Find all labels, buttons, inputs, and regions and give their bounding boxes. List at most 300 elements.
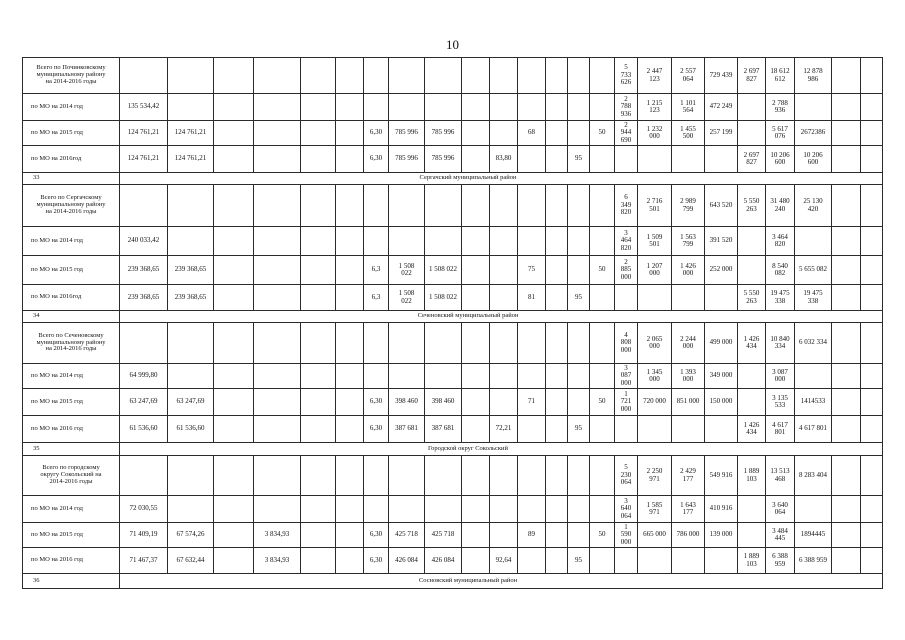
value-cell: 549 916 <box>705 456 738 496</box>
value-cell: 67 574,26 <box>168 523 214 548</box>
value-cell <box>120 323 168 364</box>
value-cell: 72,21 <box>490 416 518 443</box>
value-cell: 12 878 986 <box>795 58 832 94</box>
value-cell <box>214 496 254 523</box>
value-cell <box>254 146 301 173</box>
row-label: Всего по Починковскому муниципальному району на 2014-2016 годы <box>23 58 120 94</box>
value-cell: 1 508 022 <box>389 285 425 311</box>
value-cell <box>301 121 336 146</box>
value-cell <box>832 548 861 574</box>
value-cell <box>518 456 546 496</box>
value-cell <box>832 523 861 548</box>
value-cell <box>568 94 590 121</box>
value-cell <box>336 389 364 416</box>
value-cell <box>705 548 738 574</box>
value-cell: 2 944 690 <box>615 121 638 146</box>
value-cell <box>590 185 615 227</box>
value-cell: 1894445 <box>795 523 832 548</box>
value-cell: 1 232 000 <box>638 121 672 146</box>
value-cell <box>425 323 462 364</box>
value-cell <box>615 285 638 311</box>
value-cell: 2 716 501 <box>638 185 672 227</box>
value-cell: 665 000 <box>638 523 672 548</box>
value-cell: 1 455 500 <box>672 121 705 146</box>
value-cell <box>462 548 490 574</box>
value-cell <box>546 146 568 173</box>
value-cell <box>168 323 214 364</box>
value-cell <box>462 256 490 285</box>
value-cell <box>214 523 254 548</box>
value-cell <box>490 389 518 416</box>
value-cell <box>832 227 861 256</box>
year-row <box>23 121 883 146</box>
value-cell: 240 033,42 <box>120 227 168 256</box>
value-cell: 3 640 064 <box>766 496 795 523</box>
value-cell: 8 283 404 <box>795 456 832 496</box>
year-row <box>23 523 883 548</box>
value-cell <box>490 523 518 548</box>
value-cell: 71 409,19 <box>120 523 168 548</box>
value-cell <box>301 389 336 416</box>
value-cell <box>168 496 214 523</box>
year-row <box>23 416 883 443</box>
value-cell <box>301 456 336 496</box>
value-cell <box>462 323 490 364</box>
value-cell <box>861 58 883 94</box>
value-cell <box>546 94 568 121</box>
value-cell <box>832 323 861 364</box>
value-cell <box>738 227 766 256</box>
value-cell: 6,30 <box>364 548 389 574</box>
value-cell <box>254 185 301 227</box>
value-cell: 67 632,44 <box>168 548 214 574</box>
value-cell: 19 475 338 <box>766 285 795 311</box>
value-cell <box>301 364 336 389</box>
value-cell: 3 464 820 <box>766 227 795 256</box>
value-cell: 6,3 <box>364 285 389 311</box>
value-cell <box>518 185 546 227</box>
value-cell <box>120 456 168 496</box>
value-cell <box>590 146 615 173</box>
value-cell <box>364 496 389 523</box>
value-cell <box>861 548 883 574</box>
value-cell <box>590 496 615 523</box>
value-cell <box>490 256 518 285</box>
value-cell: 19 475 338 <box>795 285 832 311</box>
value-cell: 5 617 076 <box>766 121 795 146</box>
value-cell <box>490 227 518 256</box>
value-cell <box>738 523 766 548</box>
row-label: по МО на 2014 год <box>23 94 120 121</box>
value-cell: 13 513 468 <box>766 456 795 496</box>
value-cell <box>254 94 301 121</box>
value-cell: 139 000 <box>705 523 738 548</box>
row-label: по МО на 2016 год <box>23 548 120 574</box>
value-cell: 1 101 564 <box>672 94 705 121</box>
value-cell <box>672 285 705 311</box>
value-cell <box>336 323 364 364</box>
value-cell <box>462 227 490 256</box>
value-cell <box>832 389 861 416</box>
value-cell <box>861 256 883 285</box>
value-cell: 95 <box>568 285 590 311</box>
value-cell <box>590 323 615 364</box>
value-cell: 8 540 082 <box>766 256 795 285</box>
value-cell <box>389 364 425 389</box>
value-cell: 1 508 022 <box>389 256 425 285</box>
year-row <box>23 496 883 523</box>
value-cell <box>832 364 861 389</box>
row-label: по МО на 2015 год <box>23 523 120 548</box>
value-cell <box>638 285 672 311</box>
value-cell <box>568 256 590 285</box>
value-cell <box>832 256 861 285</box>
value-cell <box>568 185 590 227</box>
value-cell: 1 508 022 <box>425 285 462 311</box>
row-label: по МО на 2015 год <box>23 121 120 146</box>
section-title: Городской округ Сокольский <box>120 443 883 456</box>
value-cell: 31 480 240 <box>766 185 795 227</box>
value-cell <box>795 227 832 256</box>
value-cell <box>546 548 568 574</box>
value-cell <box>462 416 490 443</box>
value-cell <box>832 121 861 146</box>
value-cell <box>364 58 389 94</box>
value-cell: 398 460 <box>425 389 462 416</box>
value-cell: 2672386 <box>795 121 832 146</box>
value-cell <box>861 323 883 364</box>
value-cell: 95 <box>568 548 590 574</box>
value-cell: 425 718 <box>425 523 462 548</box>
value-cell: 1 215 123 <box>638 94 672 121</box>
value-cell <box>615 146 638 173</box>
value-cell <box>590 58 615 94</box>
value-cell: 785 996 <box>425 146 462 173</box>
value-cell <box>490 121 518 146</box>
value-cell: 3 087 000 <box>615 364 638 389</box>
value-cell <box>518 323 546 364</box>
value-cell <box>301 496 336 523</box>
value-cell <box>462 121 490 146</box>
section-number: 36 <box>23 574 120 589</box>
value-cell <box>672 416 705 443</box>
value-cell <box>861 389 883 416</box>
value-cell <box>490 185 518 227</box>
value-cell <box>254 416 301 443</box>
value-cell: 1 508 022 <box>425 256 462 285</box>
value-cell: 2 788 936 <box>615 94 638 121</box>
value-cell <box>168 94 214 121</box>
value-cell <box>518 227 546 256</box>
value-cell: 1 345 000 <box>638 364 672 389</box>
value-cell: 1 721 000 <box>615 389 638 416</box>
value-cell: 398 460 <box>389 389 425 416</box>
value-cell: 1 563 799 <box>672 227 705 256</box>
value-cell: 3 135 533 <box>766 389 795 416</box>
value-cell <box>638 416 672 443</box>
row-label: по МО на 2014 год <box>23 227 120 256</box>
section-number: 34 <box>23 311 120 323</box>
value-cell <box>490 364 518 389</box>
value-cell: 1 889 103 <box>738 548 766 574</box>
value-cell <box>861 227 883 256</box>
value-cell <box>389 227 425 256</box>
value-cell: 2 244 000 <box>672 323 705 364</box>
value-cell: 50 <box>590 256 615 285</box>
value-cell <box>168 456 214 496</box>
value-cell <box>301 416 336 443</box>
value-cell: 851 000 <box>672 389 705 416</box>
value-cell <box>546 227 568 256</box>
value-cell <box>546 256 568 285</box>
value-cell: 785 996 <box>389 146 425 173</box>
budget-table <box>22 57 883 589</box>
value-cell: 3 640 064 <box>615 496 638 523</box>
value-cell: 124 761,21 <box>168 121 214 146</box>
value-cell <box>168 185 214 227</box>
value-cell: 1 509 501 <box>638 227 672 256</box>
value-cell <box>214 285 254 311</box>
value-cell <box>425 185 462 227</box>
value-cell <box>490 285 518 311</box>
row-label: Всего по Сергачскому муниципальному району на 2014-2016 годы <box>23 185 120 227</box>
value-cell: 387 681 <box>389 416 425 443</box>
value-cell <box>705 416 738 443</box>
value-cell: 1 426 434 <box>738 416 766 443</box>
total-row <box>23 58 883 94</box>
value-cell <box>546 121 568 146</box>
row-label: по МО на 2014 год <box>23 364 120 389</box>
year-row <box>23 256 883 285</box>
value-cell: 3 087 000 <box>766 364 795 389</box>
value-cell: 643 520 <box>705 185 738 227</box>
value-cell: 4 617 801 <box>766 416 795 443</box>
value-cell <box>254 227 301 256</box>
value-cell: 1414533 <box>795 389 832 416</box>
value-cell <box>462 146 490 173</box>
value-cell: 1 207 000 <box>638 256 672 285</box>
value-cell <box>832 285 861 311</box>
value-cell <box>568 389 590 416</box>
value-cell <box>168 227 214 256</box>
value-cell <box>672 548 705 574</box>
value-cell: 72 030,55 <box>120 496 168 523</box>
value-cell <box>861 121 883 146</box>
value-cell: 3 834,93 <box>254 548 301 574</box>
value-cell <box>254 256 301 285</box>
row-label: по МО на 2016год <box>23 146 120 173</box>
section-title: Сосновский муниципальный район <box>120 574 883 589</box>
value-cell <box>214 185 254 227</box>
value-cell: 50 <box>590 389 615 416</box>
value-cell: 391 520 <box>705 227 738 256</box>
row-label: по МО на 2016год <box>23 285 120 311</box>
value-cell: 1 643 177 <box>672 496 705 523</box>
total-row <box>23 323 883 364</box>
value-cell: 257 199 <box>705 121 738 146</box>
value-cell: 239 368,65 <box>168 256 214 285</box>
value-cell <box>462 523 490 548</box>
value-cell <box>254 285 301 311</box>
value-cell: 499 000 <box>705 323 738 364</box>
value-cell: 92,64 <box>490 548 518 574</box>
value-cell: 2 429 177 <box>672 456 705 496</box>
value-cell <box>301 256 336 285</box>
value-cell: 349 000 <box>705 364 738 389</box>
value-cell: 75 <box>518 256 546 285</box>
year-row <box>23 94 883 121</box>
value-cell <box>214 58 254 94</box>
value-cell <box>546 58 568 94</box>
value-cell <box>546 456 568 496</box>
value-cell: 1 426 000 <box>672 256 705 285</box>
value-cell <box>861 146 883 173</box>
value-cell: 61 536,60 <box>168 416 214 443</box>
value-cell: 2 885 000 <box>615 256 638 285</box>
value-cell <box>301 185 336 227</box>
value-cell: 1 426 434 <box>738 323 766 364</box>
value-cell: 50 <box>590 121 615 146</box>
value-cell: 3 484 445 <box>766 523 795 548</box>
value-cell <box>336 146 364 173</box>
total-row <box>23 185 883 227</box>
value-cell: 6,30 <box>364 121 389 146</box>
value-cell <box>168 364 214 389</box>
value-cell <box>301 58 336 94</box>
value-cell <box>518 548 546 574</box>
value-cell <box>568 523 590 548</box>
value-cell: 6 349 820 <box>615 185 638 227</box>
value-cell <box>336 285 364 311</box>
value-cell: 1 889 103 <box>738 456 766 496</box>
value-cell: 239 368,65 <box>168 285 214 311</box>
value-cell: 426 084 <box>425 548 462 574</box>
value-cell: 71 <box>518 389 546 416</box>
value-cell: 150 000 <box>705 389 738 416</box>
value-cell <box>425 496 462 523</box>
value-cell: 18 612 612 <box>766 58 795 94</box>
value-cell <box>254 323 301 364</box>
value-cell <box>490 58 518 94</box>
value-cell: 2 557 064 <box>672 58 705 94</box>
value-cell <box>568 364 590 389</box>
value-cell: 1 590 000 <box>615 523 638 548</box>
value-cell <box>490 323 518 364</box>
value-cell <box>364 364 389 389</box>
value-cell: 5 733 626 <box>615 58 638 94</box>
value-cell <box>738 496 766 523</box>
value-cell <box>462 389 490 416</box>
value-cell <box>861 185 883 227</box>
value-cell <box>832 185 861 227</box>
value-cell <box>861 364 883 389</box>
year-row <box>23 285 883 311</box>
value-cell <box>425 94 462 121</box>
value-cell <box>615 548 638 574</box>
value-cell <box>301 94 336 121</box>
value-cell <box>568 496 590 523</box>
value-cell: 472 249 <box>705 94 738 121</box>
value-cell <box>546 285 568 311</box>
value-cell <box>546 496 568 523</box>
value-cell <box>254 364 301 389</box>
value-cell <box>590 227 615 256</box>
value-cell: 6,30 <box>364 146 389 173</box>
value-cell: 95 <box>568 416 590 443</box>
value-cell: 124 761,21 <box>168 146 214 173</box>
value-cell <box>364 227 389 256</box>
value-cell <box>738 121 766 146</box>
value-cell <box>254 389 301 416</box>
value-cell <box>254 58 301 94</box>
value-cell: 61 536,60 <box>120 416 168 443</box>
value-cell <box>590 285 615 311</box>
value-cell <box>214 94 254 121</box>
value-cell: 239 368,65 <box>120 256 168 285</box>
value-cell: 81 <box>518 285 546 311</box>
value-cell <box>301 323 336 364</box>
value-cell <box>518 146 546 173</box>
value-cell: 3 464 820 <box>615 227 638 256</box>
value-cell: 63 247,69 <box>168 389 214 416</box>
value-cell: 2 788 936 <box>766 94 795 121</box>
value-cell <box>214 256 254 285</box>
value-cell <box>214 146 254 173</box>
section-title: Сеченовский муниципальный район <box>120 311 883 323</box>
value-cell: 239 368,65 <box>120 285 168 311</box>
value-cell <box>425 227 462 256</box>
value-cell <box>568 121 590 146</box>
section-title: Сергачский муниципальный район <box>120 173 883 185</box>
value-cell: 124 761,21 <box>120 146 168 173</box>
value-cell <box>546 416 568 443</box>
value-cell: 720 000 <box>638 389 672 416</box>
value-cell <box>336 496 364 523</box>
value-cell <box>672 146 705 173</box>
value-cell <box>336 185 364 227</box>
value-cell <box>861 416 883 443</box>
value-cell <box>638 548 672 574</box>
value-cell <box>254 121 301 146</box>
value-cell: 6,30 <box>364 416 389 443</box>
total-row <box>23 456 883 496</box>
value-cell <box>518 58 546 94</box>
value-cell <box>832 146 861 173</box>
value-cell: 2 250 971 <box>638 456 672 496</box>
value-cell <box>705 146 738 173</box>
value-cell <box>705 285 738 311</box>
value-cell <box>214 416 254 443</box>
value-cell <box>462 496 490 523</box>
value-cell: 124 761,21 <box>120 121 168 146</box>
row-label: Всего по Сеченовскому муниципальному району на 2014-2016 годы <box>23 323 120 364</box>
row-label: по МО на 2015 год <box>23 256 120 285</box>
value-cell: 4 808 000 <box>615 323 638 364</box>
value-cell: 387 681 <box>425 416 462 443</box>
value-cell <box>738 94 766 121</box>
value-cell <box>638 146 672 173</box>
value-cell <box>364 185 389 227</box>
value-cell <box>546 185 568 227</box>
value-cell <box>389 185 425 227</box>
value-cell: 1 393 000 <box>672 364 705 389</box>
value-cell <box>518 496 546 523</box>
value-cell: 83,80 <box>490 146 518 173</box>
value-cell <box>214 121 254 146</box>
value-cell: 6,30 <box>364 523 389 548</box>
value-cell: 785 996 <box>389 121 425 146</box>
value-cell <box>389 496 425 523</box>
